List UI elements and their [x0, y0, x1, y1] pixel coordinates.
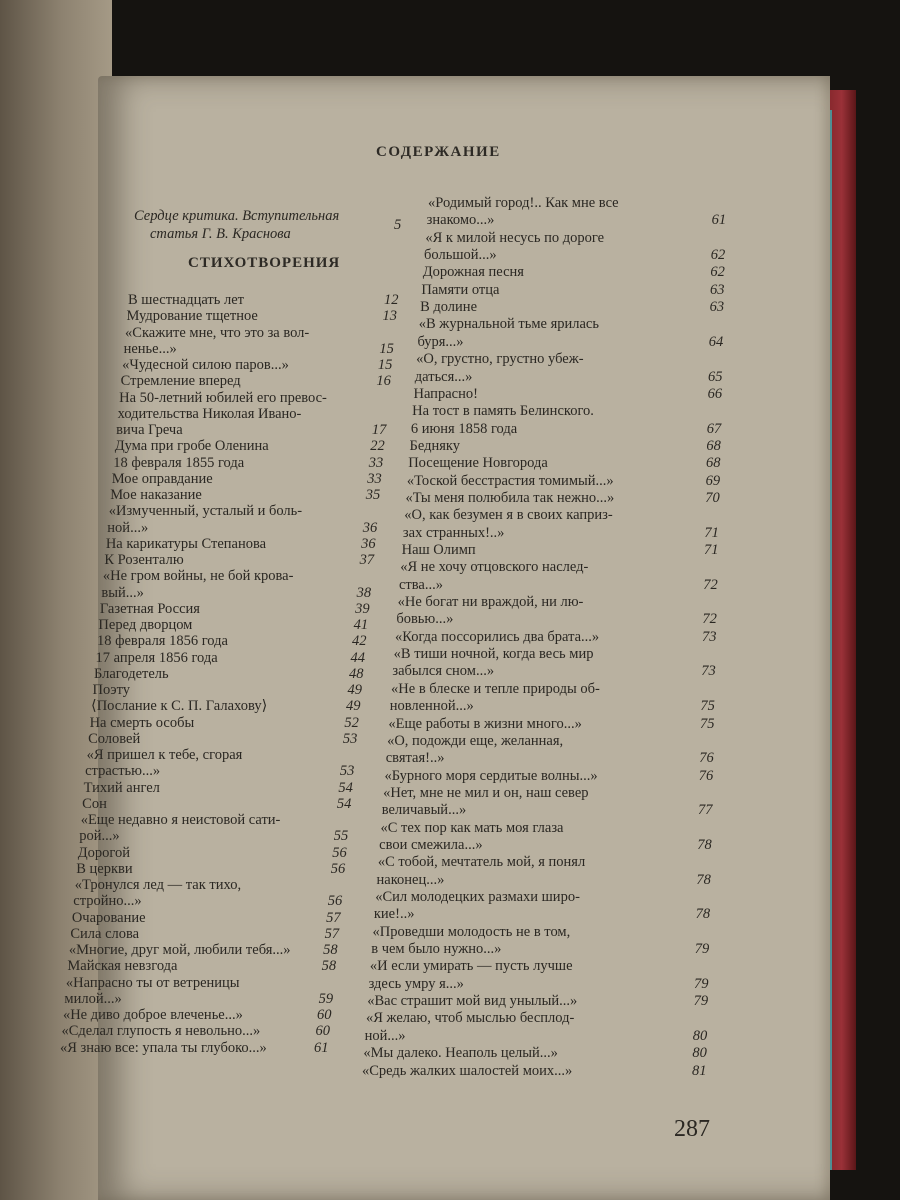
toc-entry-page: 69 — [705, 472, 721, 489]
toc-entry-title: рой...» — [79, 828, 120, 845]
toc-entry-title: «Средь жалких шалостей моих...» — [362, 1062, 573, 1079]
toc-entry-title: «Не в блеске и тепле природы об- — [391, 680, 600, 697]
toc-entry-title: наконец...» — [376, 871, 445, 888]
toc-entry-page: 44 — [350, 649, 366, 666]
toc-entry-page: 58 — [321, 958, 337, 975]
toc-entry-page: 62 — [710, 247, 726, 264]
intro-line-2: статья Г. В. Краснова — [150, 226, 291, 242]
toc-entry-title: «Не диво доброе влеченье...» — [62, 1007, 243, 1023]
toc-entry-page: 75 — [700, 698, 715, 715]
toc-entry-page: 53 — [342, 730, 358, 747]
toc-entry-page: 80 — [692, 1027, 708, 1044]
toc-entry-title: «И если умирать — пусть лучше — [369, 958, 573, 975]
toc-entry-title: стройно...» — [73, 893, 142, 910]
toc-entry-title: «Многие, друг мой, любили тебя...» — [68, 942, 291, 958]
toc-entry-title: «Скажите мне, что это за вол- — [125, 324, 310, 341]
toc-entry-page: 75 — [700, 715, 715, 732]
toc-entry-page: 57 — [326, 909, 341, 926]
toc-entry-title: Мое наказание — [110, 487, 202, 503]
toc-entry-title: «Я к милой несусь по дороге — [425, 229, 605, 246]
toc-entry-page: 80 — [692, 1045, 707, 1062]
toc-entry-title: «Напрасно ты от ветреницы — [65, 974, 240, 991]
toc-entry-title: ненье...» — [123, 340, 177, 357]
toc-entry-page: 60 — [317, 1007, 332, 1023]
toc-entry-title: Сила слова — [70, 925, 140, 942]
toc-entry-title: новленной...» — [389, 698, 474, 715]
toc-entry-title: зах странных!..» — [402, 524, 505, 541]
toc-entry-title: «Еще работы в жизни много...» — [388, 715, 582, 732]
toc-entry-title: «Когда поссорились два брата...» — [395, 628, 600, 645]
toc-entry-title: В шестнадцать лет — [128, 292, 245, 308]
toc-entry-page: 65 — [708, 368, 723, 385]
toc-entry-title: Стремление вперед — [120, 373, 241, 390]
toc-entry-title: «Еще недавно я неистовой сати- — [80, 812, 281, 828]
toc-entry-page: 63 — [710, 281, 725, 298]
toc-entry-page: 42 — [352, 633, 367, 650]
toc-entry-title: «Проведши молодость не в том, — [372, 923, 571, 940]
toc-entry-page: 64 — [708, 333, 724, 350]
toc-entry-title: «Я желаю, чтоб мыслью бесплод- — [365, 1010, 575, 1027]
toc-entry-page: 59 — [318, 990, 334, 1007]
toc-entry-title: ⟨Послание к С. П. Галахову⟩ — [91, 698, 268, 715]
toc-entry-title: ходительства Николая Ивано- — [117, 405, 302, 422]
toc-entry-title: «О, грустно, грустно убеж- — [416, 351, 584, 368]
toc-entry-page: 68 — [706, 437, 721, 454]
toc-entry-title: «Сделал глупость я невольно...» — [61, 1023, 261, 1040]
toc-entry-page: 36 — [362, 519, 378, 536]
toc-entry-title: На смерть особы — [89, 714, 195, 731]
toc-entry-page: 68 — [706, 455, 721, 472]
toc-entry-title: буря...» — [417, 333, 464, 350]
toc-entry-title: «Ты меня полюбила так нежно...» — [405, 489, 615, 506]
toc-entry-title: «Родимый город!.. Как мне все — [428, 195, 619, 211]
toc-entry-page: 76 — [699, 750, 714, 767]
toc-entry-title: милой...» — [64, 990, 122, 1007]
toc-entry-page: 39 — [355, 600, 370, 617]
toc-entry-page: 62 — [710, 264, 725, 281]
toc-entry-title: Тихий ангел — [83, 779, 160, 796]
page-number: 287 — [674, 1116, 710, 1142]
toc-entry-page: 54 — [336, 795, 352, 812]
toc-entry-title: Газетная Россия — [99, 600, 200, 617]
toc-entry-title: знакомо...» — [426, 212, 495, 229]
toc-entry-page: 73 — [702, 628, 717, 645]
toc-entry-title: Напрасно! — [413, 385, 478, 402]
toc-entry-title: даться...» — [414, 368, 473, 385]
toc-entry-page: 58 — [323, 942, 338, 958]
toc-entry-title: в чем было нужно...» — [371, 941, 502, 958]
toc-entry-title: свои смежила...» — [379, 836, 483, 853]
toc-entry-title: здесь умру я...» — [368, 975, 464, 992]
toc-entry-title: Дума при гробе Оленина — [114, 438, 269, 455]
toc-entry-page: 78 — [696, 871, 711, 888]
toc-entry-page: 49 — [347, 682, 362, 698]
toc-entry-page: 79 — [693, 993, 709, 1010]
toc-entry-page: 36 — [361, 535, 376, 552]
toc-entry-page: 12 — [384, 292, 399, 308]
toc-entry-title: ной...» — [364, 1027, 406, 1044]
toc-entry-title: Перед дворцом — [98, 617, 193, 633]
toc-entry-title: ства...» — [398, 576, 443, 593]
toc-entry-title: Дорогой — [77, 844, 130, 861]
toc-entry-page: 48 — [349, 665, 364, 682]
toc-entry-page: 71 — [704, 524, 719, 541]
toc-entry-page: 63 — [709, 299, 725, 316]
toc-entry-page: 72 — [702, 611, 717, 628]
toc-entry-title: 18 февраля 1856 года — [96, 633, 228, 650]
toc-entry-page: 81 — [692, 1062, 707, 1079]
toc-entry-page: 15 — [377, 357, 393, 373]
toc-entry-title: Майская невзгода — [67, 958, 178, 975]
toc-entry-title: бовью...» — [396, 611, 454, 628]
toc-entry-title: «В тиши ночной, когда весь мир — [393, 646, 594, 663]
toc-entry-page: 79 — [694, 975, 709, 992]
toc-entry-page: 56 — [330, 860, 346, 877]
toc-entry-page: 49 — [345, 698, 361, 715]
toc-entry-page: 53 — [339, 763, 355, 780]
toc-entry-title: страстью...» — [85, 763, 161, 780]
toc-entry-page: 71 — [704, 542, 719, 558]
toc-entry-title: В церкви — [76, 860, 133, 877]
toc-entry-page: 37 — [359, 552, 375, 568]
toc-entry-title: «Вас страшит мой вид унылый...» — [367, 993, 578, 1010]
section-heading-poems: СТИХОТВОРЕНИЯ — [188, 255, 341, 271]
toc-entry-title: вый...» — [101, 584, 144, 601]
intro-line-1: Сердце критика. Вступительная — [134, 208, 340, 224]
toc-entry-title: К Розенталю — [104, 552, 184, 568]
toc-entry-title: Соловей — [88, 730, 141, 747]
toc-entry-title: Дорожная песня — [422, 264, 524, 281]
toc-entry-title: Благодетель — [94, 665, 169, 682]
toc-entry-page: 78 — [697, 836, 712, 853]
toc-entry-title: «Сил молодецких размахи широ- — [375, 889, 580, 905]
toc-entry-page: 56 — [332, 844, 347, 861]
toc-entry-title: вича Греча — [116, 422, 183, 438]
toc-entry-title: Бедняку — [409, 437, 460, 454]
toc-entry-title: забылся сном...» — [392, 663, 495, 680]
toc-entry-title: «Бурного моря сердитые волны...» — [384, 767, 598, 784]
toc-entry-page: 61 — [314, 1039, 329, 1056]
toc-entry-title: На карикатуры Степанова — [105, 535, 267, 552]
toc-entry-title: «С тобой, мечтатель мой, я понял — [377, 854, 586, 871]
toc-entry-page: 60 — [315, 1023, 331, 1040]
toc-entry-title: «Чудесной силою паров...» — [122, 357, 289, 373]
toc-entry-page: 79 — [694, 941, 710, 958]
toc-entry-title: На тост в память Белинского. — [412, 403, 594, 420]
toc-entry-title: большой...» — [424, 247, 497, 264]
toc-entry-page: 33 — [368, 454, 384, 471]
toc-entry-page: 70 — [705, 489, 720, 506]
toc-entry-title: Памяти отца — [421, 281, 500, 298]
toc-entry-title: «Я не хочу отцовского наслед- — [400, 559, 589, 576]
toc-entry-title: 17 апреля 1856 года — [95, 649, 218, 666]
toc-entry-title: величавый...» — [381, 802, 467, 819]
toc-entry-page: 52 — [344, 714, 359, 731]
toc-entry-title: «Не гром войны, не бой крова- — [102, 568, 294, 585]
toc-entry-title: Сон — [82, 795, 107, 812]
toc-entry-title: «С тех пор как мать моя глаза — [380, 819, 564, 836]
toc-entry-title: «Мы далеко. Неаполь целый...» — [363, 1045, 558, 1062]
toc-entry-title: На 50-летний юбилей его превос- — [119, 389, 327, 406]
toc-entry-page: 77 — [698, 802, 713, 819]
toc-entry-page: 55 — [333, 828, 349, 845]
toc-entry-title: Очарование — [71, 909, 146, 926]
toc-entry-title: «Тоской бесстрастия томимый...» — [406, 472, 614, 489]
contents-heading: СОДЕРЖАНИЕ — [376, 144, 501, 160]
intro-page-number: 5 — [394, 217, 402, 233]
toc-entry-title: Поэту — [92, 682, 131, 698]
toc-entry-title: «Не богат ни враждой, ни лю- — [397, 594, 584, 611]
toc-entry-page: 22 — [370, 438, 385, 455]
toc-entry-title: В долине — [420, 299, 478, 316]
toc-entry-page: 54 — [338, 779, 353, 796]
toc-entry-page: 35 — [365, 487, 381, 503]
toc-entry-title: «О, подожди еще, желанная, — [387, 732, 564, 749]
toc-entry-title: кие!..» — [373, 906, 415, 923]
toc-entry-page: 66 — [707, 385, 723, 402]
toc-entry-page: 56 — [327, 893, 343, 910]
toc-entry-page: 38 — [356, 584, 372, 601]
toc-entry-title: Посещение Новгорода — [408, 455, 548, 472]
toc-entry-page: 41 — [353, 617, 369, 633]
toc-entry-title: 18 февраля 1855 года — [113, 454, 245, 471]
toc-entry-title: «О, как безумен я в своих каприз- — [404, 507, 613, 524]
toc-entry-title: «В журнальной тьме ярилась — [418, 316, 599, 333]
toc-entry-title: святая!..» — [385, 750, 445, 767]
toc-entry-page: 13 — [382, 308, 397, 325]
toc-entry-page: 73 — [701, 663, 716, 680]
toc-entry-page: 33 — [367, 470, 382, 487]
toc-entry-page: 61 — [711, 212, 727, 229]
toc-entry-title: «Измученный, усталый и боль- — [108, 503, 303, 520]
toc-entry-title: 6 июня 1858 года — [410, 420, 518, 437]
toc-entry-title: Мудрование тщетное — [126, 308, 258, 325]
toc-entry-page: 15 — [379, 340, 394, 357]
toc-entry-title: Наш Олимп — [401, 542, 476, 558]
toc-entry-page: 16 — [376, 373, 391, 390]
toc-entry-page: 78 — [695, 906, 711, 923]
toc-entry-title: Мое оправдание — [111, 470, 213, 487]
toc-entry-title: «Тронулся лед — так тихо, — [74, 877, 242, 893]
toc-entry-page: 76 — [698, 767, 714, 784]
toc-entry-title: ной...» — [107, 519, 149, 536]
toc-entry-title: «Я пришел к тебе, сгорая — [86, 747, 243, 763]
toc-entry-page: 72 — [703, 576, 718, 593]
toc-entry-title: «Нет, мне не мил и он, наш север — [383, 784, 589, 801]
toc-entry-title: «Я знаю все: упала ты глубоко...» — [60, 1039, 267, 1056]
toc-entry-page: 17 — [371, 422, 387, 438]
toc-entry-page: 57 — [324, 925, 340, 942]
toc-entry-page: 67 — [706, 420, 722, 437]
